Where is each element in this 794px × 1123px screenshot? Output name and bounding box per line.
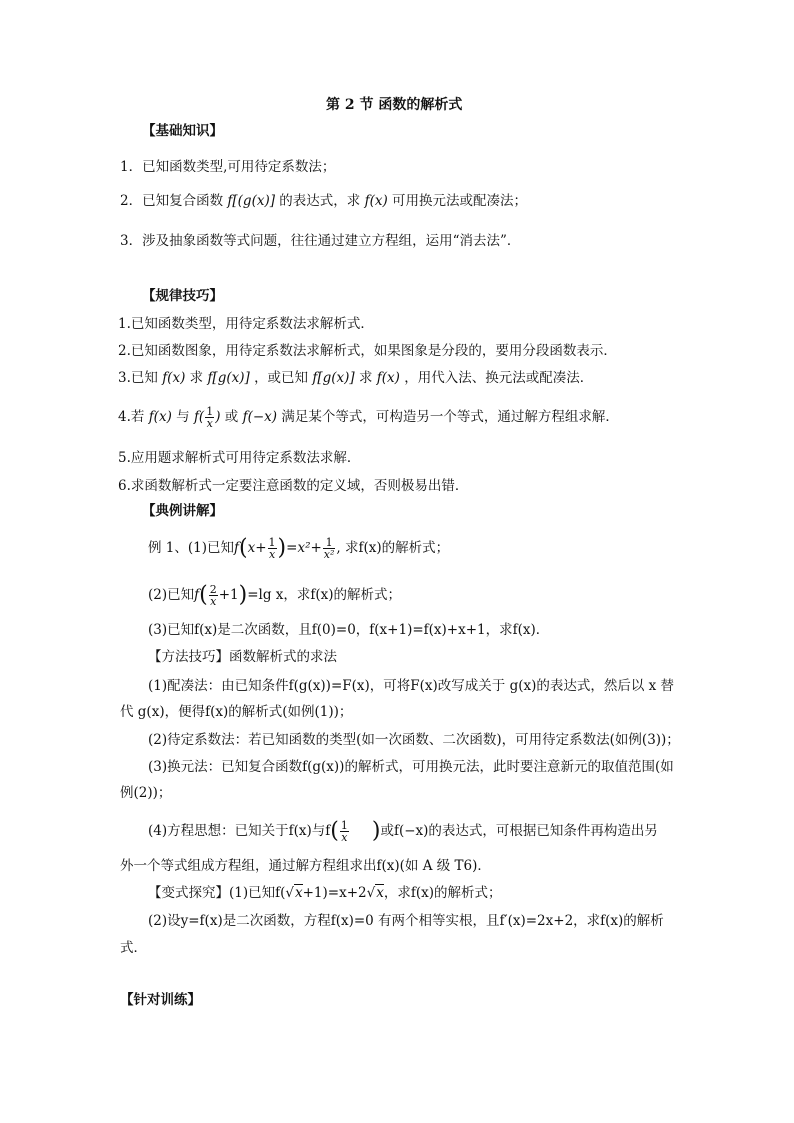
training-heading: 【针对训练】 bbox=[120, 992, 201, 1008]
tip-6: 6.求函数解析式一定要注意函数的定义域，否则极易出错． bbox=[118, 478, 469, 494]
fraction bbox=[268, 537, 277, 560]
examples-heading: 【典例讲解】 bbox=[142, 503, 223, 519]
formula: f( bbox=[193, 409, 205, 425]
paren: ( bbox=[239, 535, 248, 561]
method-1-line-2: 代 g(x)，便得f(x)的解析式(如例(1))； bbox=[120, 704, 353, 720]
text: 或f(−x)的表达式，可根据已知条件再构造出另 bbox=[380, 823, 658, 839]
paren: ( bbox=[199, 582, 208, 608]
page-title: 第 2 节 函数的解析式 bbox=[326, 97, 463, 113]
text: ，求f(x)的解析式； bbox=[383, 885, 502, 901]
formula: f(−x) bbox=[242, 409, 278, 425]
text: +1 bbox=[218, 587, 239, 603]
method-3-line-1: (3)换元法：已知复合函数f(g(x))的解析式，可用换元法，此时要注意新元的取值范围(如 bbox=[148, 759, 674, 775]
text: 求 bbox=[189, 370, 204, 386]
text: 【变式探究】(1)已知f( bbox=[148, 885, 286, 901]
text: 与 bbox=[176, 409, 190, 425]
method-3-line-2: 例(2))； bbox=[120, 785, 172, 801]
fraction bbox=[209, 584, 218, 607]
method-heading: 【方法技巧】函数解析式的求法 bbox=[148, 649, 337, 665]
example-3: (3)已知f(x)是二次函数，且f(0)=0，f(x+1)=f(x)+x+1，求f(x)． bbox=[148, 622, 550, 638]
text: 例 1、(1)已知 bbox=[148, 540, 235, 556]
formula: f[(g(x)] bbox=[227, 193, 275, 209]
formula: =x²+ bbox=[286, 540, 322, 556]
method-4-line-1 bbox=[148, 820, 658, 843]
example-1 bbox=[148, 537, 449, 560]
basic-heading: 【基础知识】 bbox=[142, 123, 223, 139]
denominator: x bbox=[341, 831, 348, 844]
formula: f(x) bbox=[162, 370, 186, 386]
tip-4 bbox=[118, 406, 619, 429]
variant-2-line-1: (2)设y=f(x)是二次函数，方程f(x)=0 有两个相等实根，且f′(x)=2x+2，求f(x)的解析 bbox=[148, 913, 664, 929]
tip-1: 1.已知函数类型，用待定系数法求解析式． bbox=[118, 316, 374, 332]
basic-item-2 bbox=[120, 191, 527, 211]
tips-heading: 【规律技巧】 bbox=[142, 288, 223, 304]
radical-sign: √ bbox=[366, 885, 376, 901]
text: 或 bbox=[224, 409, 239, 425]
text: (2)已知 bbox=[148, 587, 195, 603]
text: =lg x，求f(x)的解析式； bbox=[247, 587, 402, 603]
text: ，用代入法、换元法或配凑法． bbox=[404, 370, 594, 386]
radicand: x bbox=[295, 885, 303, 901]
formula: f bbox=[234, 540, 240, 556]
denominator: x bbox=[210, 595, 217, 608]
text: ，或已知 bbox=[254, 370, 309, 386]
method-1-line-1: (1)配凑法：由已知条件f(g(x))=F(x)，可将F(x)改写成关于 g(x)的表达式，然后以 x 替 bbox=[148, 678, 675, 694]
fraction bbox=[340, 820, 349, 843]
formula: f bbox=[194, 587, 200, 603]
numerator: 1 bbox=[206, 405, 214, 418]
variant-2-line-2: 式． bbox=[120, 940, 147, 956]
text: 3.已知 bbox=[118, 370, 158, 386]
text: 2．已知复合函数 bbox=[120, 193, 224, 209]
text: 满足某个等式，可构造另一个等式，通过解方程组求解． bbox=[281, 409, 619, 425]
paren: ) bbox=[238, 582, 248, 608]
text: +1)=x+2 bbox=[302, 885, 367, 901]
text: , 求f(x)的解析式； bbox=[336, 540, 450, 556]
basic-item-1: 1．已知函数类型,可用待定系数法； bbox=[120, 159, 336, 175]
fraction bbox=[323, 537, 336, 560]
variant-1 bbox=[148, 883, 502, 903]
paren: ) bbox=[371, 818, 381, 844]
radical-sign: √ bbox=[285, 885, 294, 901]
method-2: (2)待定系数法：若已知函数的类型(如一次函数、二次函数)，可用待定系数法(如例(3))； bbox=[148, 732, 680, 748]
tip-5: 5.应用题求解析式可用待定系数法求解． bbox=[118, 450, 361, 466]
denominator: x bbox=[268, 548, 276, 561]
fraction bbox=[205, 406, 214, 429]
formula: f(x) bbox=[148, 409, 172, 425]
numerator: 1 bbox=[340, 819, 348, 832]
formula: x+ bbox=[247, 540, 267, 556]
numerator: 1 bbox=[268, 536, 276, 549]
text: 求 bbox=[358, 370, 373, 386]
formula: f(x) bbox=[364, 193, 388, 209]
basic-item-3: 3．涉及抽象函数等式问题，往往通过建立方程组，运用“消去法”． bbox=[120, 233, 521, 249]
tip-2: 2.已知函数图象，用待定系数法求解析式，如果图象是分段的，要用分段函数表示． bbox=[118, 343, 617, 359]
text: 4.若 bbox=[118, 409, 145, 425]
paren: ( bbox=[330, 818, 339, 844]
denominator: x bbox=[206, 417, 213, 430]
formula: f[g(x)] bbox=[207, 370, 250, 386]
formula: ) bbox=[215, 409, 221, 425]
numerator: 1 bbox=[323, 537, 336, 549]
radicand: x bbox=[376, 885, 384, 901]
text: 的表达式，求 bbox=[279, 193, 361, 209]
tip-3 bbox=[118, 368, 593, 388]
formula: f(x) bbox=[376, 370, 400, 386]
numerator: 2 bbox=[209, 583, 217, 596]
denominator: x² bbox=[323, 548, 335, 561]
example-2 bbox=[148, 584, 401, 607]
formula: f[g(x)] bbox=[312, 370, 355, 386]
method-4-line-2: 外一个等式组成方程组，通过解方程组求出f(x)(如 A 级 T6)． bbox=[120, 858, 491, 874]
text: 可用换元法或配凑法； bbox=[392, 193, 528, 209]
text: (4)方程思想：已知关于f(x)与f bbox=[148, 823, 331, 839]
paren: ) bbox=[277, 535, 287, 561]
